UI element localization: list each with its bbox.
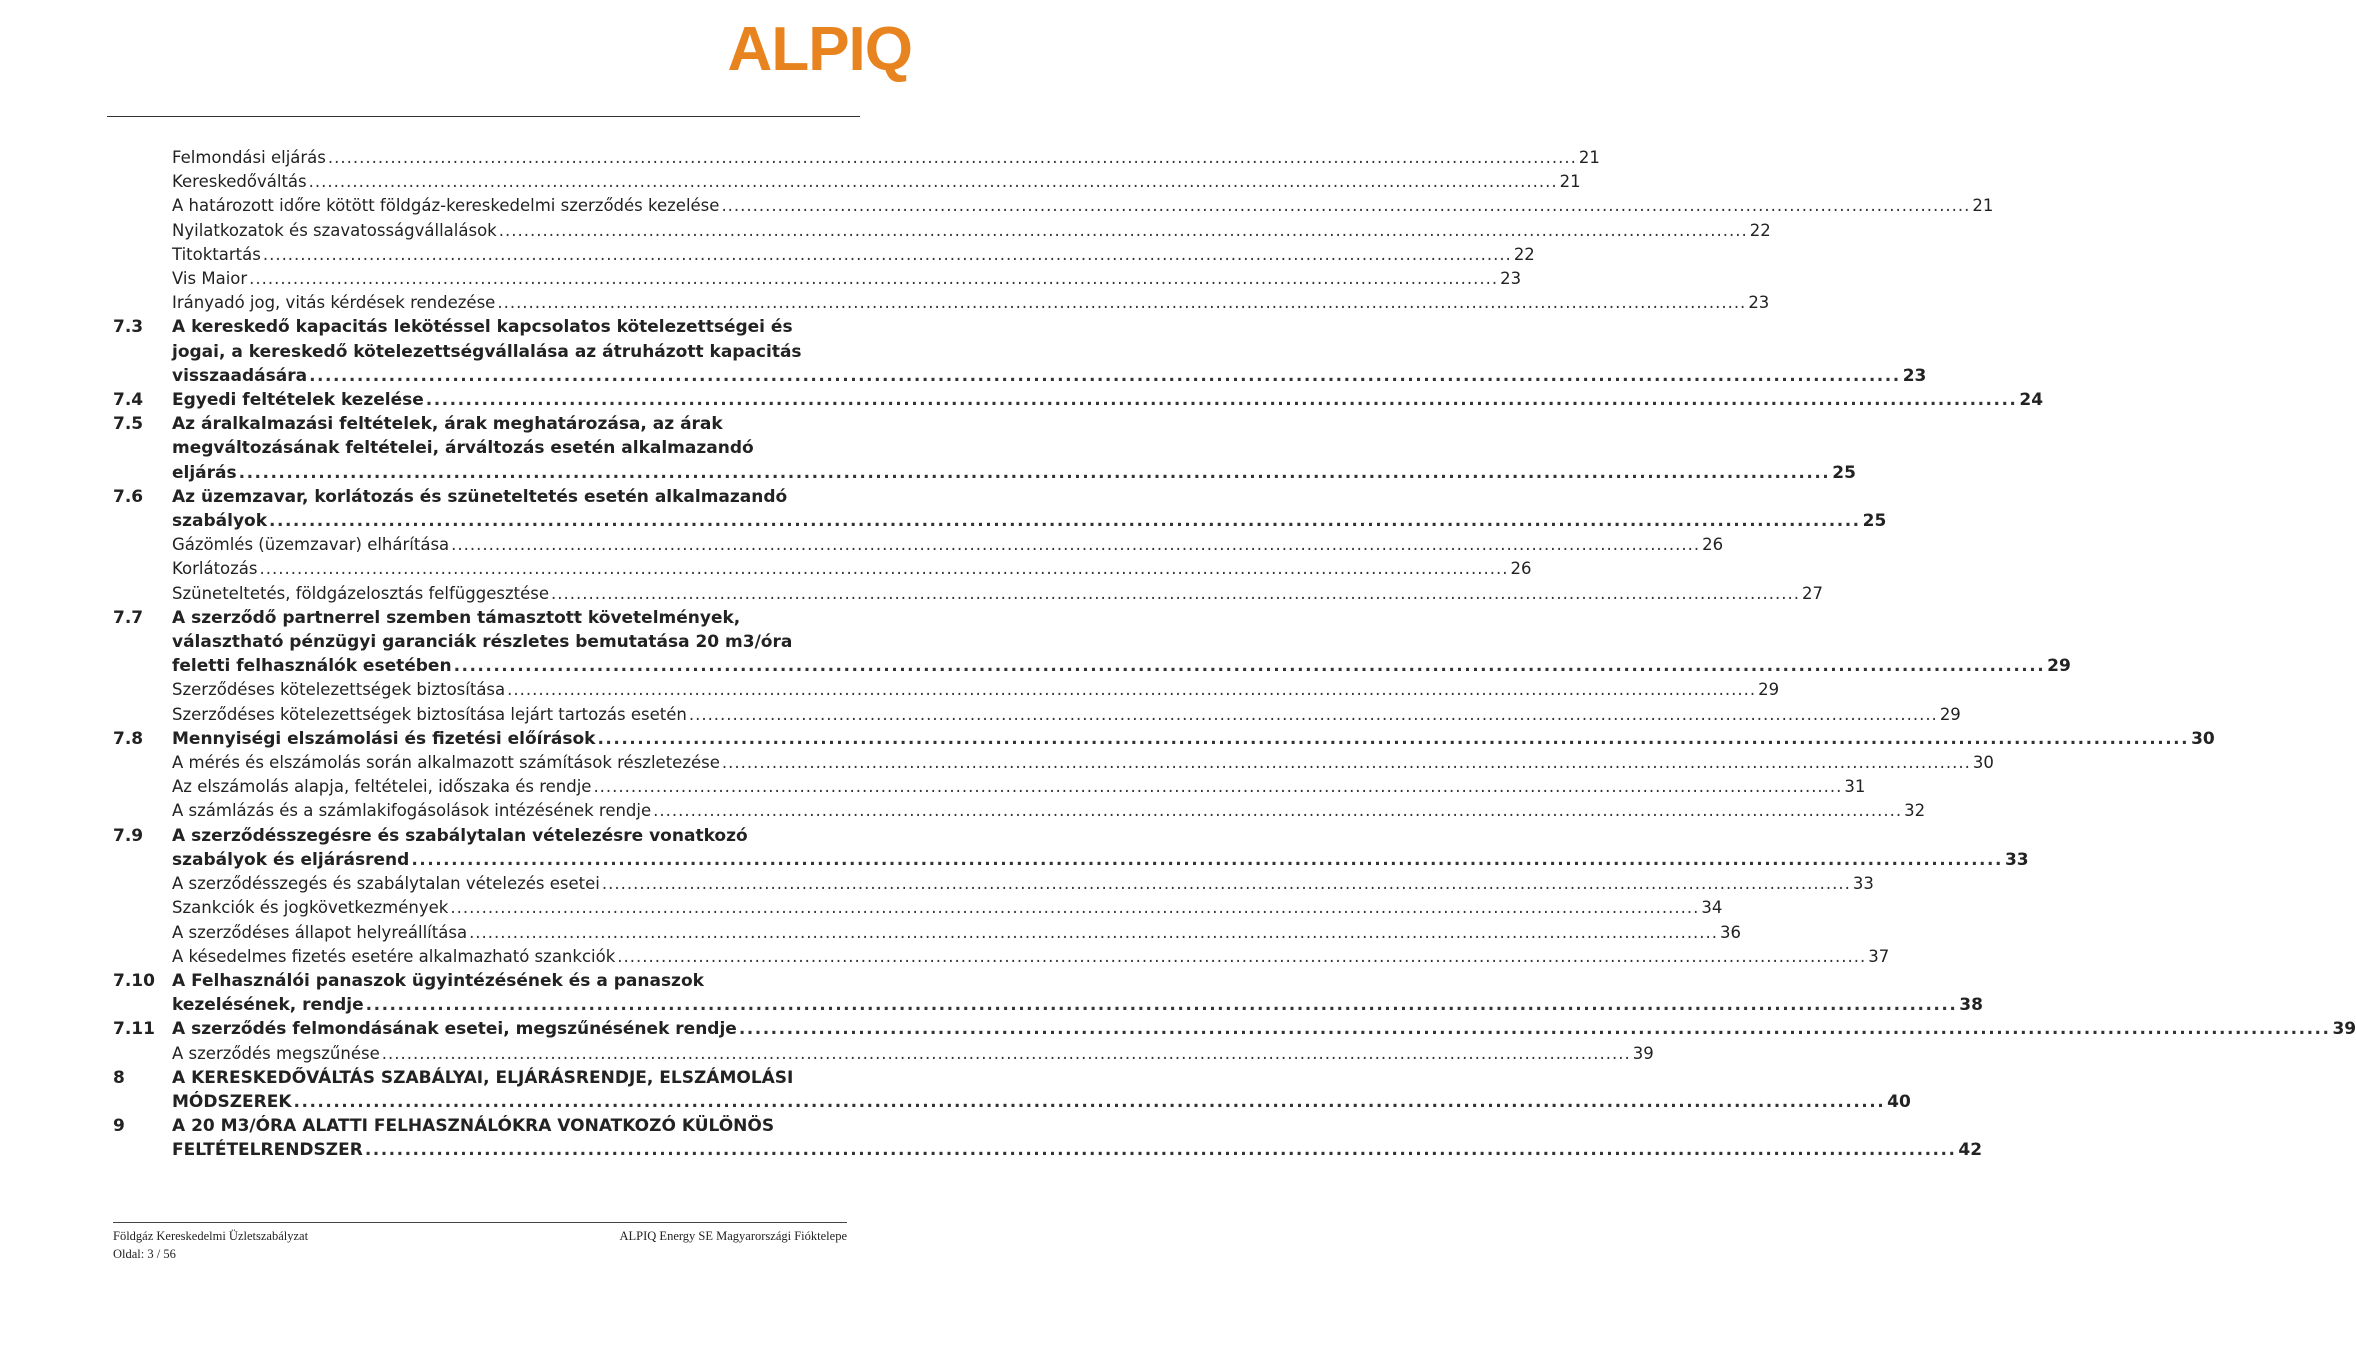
toc-entry-body (172, 969, 1983, 1017)
toc-entry-title: A szerződés megszűnése (172, 1043, 380, 1063)
toc-entry-number: 7.5 (113, 414, 144, 435)
dot-leader (450, 896, 1699, 920)
toc-entry[interactable] (113, 533, 1724, 557)
toc-entry-title: Felmondási eljárás (172, 148, 326, 167)
header-divider (107, 116, 860, 117)
toc-entry-page: 33 (1852, 874, 1874, 894)
footer-left (113, 1227, 308, 1263)
toc-entry-number: 7.8 (113, 728, 144, 749)
dot-leader (454, 654, 2046, 678)
toc-entry[interactable] (113, 727, 2215, 751)
toc-entry-title-line: A szerződő partnerrel szemben támasztott követelmények, (172, 607, 741, 628)
footer-company: ALPIQ Energy SE Magyarországi Fióktelepe (619, 1229, 847, 1243)
toc-entry-title-line: A kereskedő kapacitás lekötéssel kapcsolatos kötelezettségei és (172, 317, 793, 338)
toc-entry-title-line: megváltozásának feltételei, árváltozás esetén alkalmazandó (172, 438, 754, 459)
toc-entry-title: Nyilatkozatok és szavatosságvállalások (172, 220, 497, 240)
toc-entry-body (172, 678, 1779, 702)
toc-entry-body (172, 751, 1994, 775)
dot-leader (309, 364, 1901, 388)
toc-entry[interactable] (113, 194, 1994, 218)
toc-entry-number: 8 (113, 1067, 125, 1088)
toc-entry[interactable] (113, 412, 1856, 485)
toc-entry-title-line: jogai, a kereskedő kötelezettségvállalása az átruházott kapacitás (172, 341, 802, 362)
toc-entry[interactable] (113, 1114, 1983, 1162)
toc-entry-title: visszaadására (172, 365, 308, 386)
toc-entry-title: A szerződésszegés és szabálytalan vételezés esetei (172, 874, 600, 894)
dot-leader (263, 243, 1512, 267)
toc-entry-body (172, 824, 2029, 872)
toc-entry-title-line: Az üzemzavar, korlátozás és szüneteltetés esetén alkalmazandó (172, 486, 788, 507)
toc-entry-number: 9 (113, 1116, 125, 1137)
toc-entry-page: 25 (1832, 462, 1856, 483)
toc-entry[interactable] (113, 921, 1742, 945)
toc-entry-body (172, 243, 1535, 267)
toc-entry-title: feletti felhasználók esetében (172, 656, 452, 677)
dot-leader (451, 533, 1700, 557)
dot-leader (602, 872, 1851, 896)
toc-entry[interactable] (113, 170, 1581, 194)
toc-entry[interactable] (113, 969, 1983, 1017)
toc-entry-title: Szankciók és jogkövetkezmények (172, 898, 449, 918)
toc-entry-body (172, 194, 1993, 218)
toc-entry-page: 42 (1958, 1140, 1983, 1161)
toc-entry-body (172, 872, 1874, 896)
toc-entry-body (172, 896, 1722, 920)
dot-leader (593, 775, 1842, 799)
table-of-contents (113, 146, 2356, 1163)
toc-entry[interactable] (113, 1042, 1654, 1066)
toc-entry-page: 30 (1972, 753, 1994, 773)
toc-entry-title-line: A Felhasználói panaszok ügyintézésének és a panaszok (172, 970, 704, 991)
toc-entry[interactable] (113, 799, 1926, 823)
dot-leader (469, 921, 1718, 945)
toc-entry-title-last-line (172, 654, 2071, 678)
toc-entry-title: Kereskedőváltás (172, 172, 307, 192)
dot-leader (597, 727, 2189, 751)
dot-leader (689, 703, 1938, 727)
footer-page-info: Oldal: 3 / 56 (113, 1247, 176, 1261)
dot-leader (739, 1017, 2331, 1041)
toc-entry-title-line: Az áralkalmazási feltételek, árak meghatározása, az árak (172, 414, 723, 435)
toc-entry-title-last-line (172, 727, 2215, 751)
toc-entry-page: 33 (2004, 849, 2029, 870)
toc-entry-title: A szerződés felmondásának esetei, megszűnésének rendje (172, 1019, 737, 1040)
toc-entry-title: A szerződéses állapot helyreállítása (172, 922, 468, 942)
toc-entry-title-last-line (172, 388, 2043, 412)
footer-doc-title: Földgáz Kereskedelmi Üzletszabályzat (113, 1229, 309, 1243)
toc-entry[interactable] (113, 315, 1927, 388)
toc-entry[interactable] (113, 1066, 1911, 1114)
dot-leader (426, 388, 2018, 412)
toc-entry-title-line: A 20 M3/ÓRA ALATTI FELHASZNÁLÓKRA VONATKOZÓ KÜLÖNÖS (172, 1116, 775, 1137)
toc-entry-body (172, 582, 1823, 606)
toc-entry-number: 7.9 (113, 825, 144, 846)
toc-entry-body (172, 533, 1723, 557)
toc-entry-number: 7.7 (113, 607, 144, 628)
toc-entry-number: 7.4 (113, 390, 144, 411)
toc-entry-number: 7.10 (113, 970, 155, 991)
toc-entry-title: Szerződéses kötelezettségek biztosítása lejárt tartozás esetén (172, 704, 687, 724)
toc-entry-page: 22 (1513, 244, 1535, 264)
toc-entry[interactable] (113, 243, 1535, 267)
toc-entry-title: kezelésének, rendje (172, 995, 364, 1016)
dot-leader (366, 993, 1958, 1017)
toc-entry-page: 22 (1749, 220, 1771, 240)
alpiq-logo: ALPIQ (727, 15, 912, 84)
toc-entry-body (172, 1114, 1982, 1162)
toc-entry-title-last-line (172, 1138, 1982, 1162)
toc-entry-title: Szüneteltetés, földgázelosztás felfüggesztése (172, 583, 549, 603)
dot-leader (309, 170, 1558, 194)
toc-entry[interactable] (113, 703, 1961, 727)
toc-entry-page: 21 (1559, 172, 1581, 192)
toc-entry-number: 7.3 (113, 317, 144, 338)
toc-entry-page: 23 (1902, 365, 1927, 386)
dot-leader (507, 678, 1756, 702)
toc-entry-page: 38 (1959, 995, 1983, 1016)
dot-leader (411, 848, 2003, 872)
toc-entry-body (172, 921, 1741, 945)
toc-entry-title-last-line (172, 1017, 2356, 1041)
toc-entry-body (172, 1042, 1654, 1066)
toc-entry-page: 26 (1510, 559, 1532, 579)
toc-entry-page: 21 (1972, 196, 1994, 216)
toc-entry-title: szabályok és eljárásrend (172, 849, 410, 870)
toc-entry-body (172, 412, 1856, 485)
toc-entry-title: Korlátozás (172, 559, 258, 579)
toc-entry-body (172, 146, 1600, 170)
toc-entry[interactable] (113, 485, 1887, 533)
footer-divider (113, 1222, 847, 1223)
toc-entry-page: 37 (1868, 946, 1890, 966)
toc-entry-body (172, 267, 1521, 291)
dot-leader (653, 799, 1902, 823)
toc-entry-title-line: választható pénzügyi garanciák részletes bemutatása 20 m3/óra (172, 632, 793, 653)
toc-entry-page: 36 (1720, 922, 1742, 942)
toc-entry[interactable] (113, 146, 1600, 170)
toc-entry-title: Irányadó jog, vitás kérdések rendezése (172, 293, 496, 313)
toc-entry-title: A késedelmes fizetés esetére alkalmazható szankciók (172, 946, 616, 966)
toc-entry-title: Vis Maior (172, 269, 248, 289)
toc-entry-title: Titoktartás (172, 244, 261, 264)
toc-entry-title-last-line (172, 509, 1886, 533)
toc-entry-body (172, 1017, 2356, 1041)
toc-entry-body (172, 945, 1889, 969)
toc-entry-page: 24 (2019, 390, 2044, 411)
dot-leader (721, 194, 1970, 218)
toc-entry-title-line: A KERESKEDŐVÁLTÁS SZABÁLYAI, ELJÁRÁSRENDJE, ELSZÁMOLÁSI (172, 1067, 794, 1088)
toc-entry[interactable] (113, 606, 2071, 679)
dot-leader (617, 945, 1866, 969)
dot-leader (382, 1042, 1631, 1066)
dot-leader (499, 219, 1748, 243)
toc-entry[interactable] (113, 775, 1866, 799)
toc-entry-page: 23 (1748, 293, 1770, 313)
toc-entry-body (172, 606, 2071, 679)
toc-entry[interactable] (113, 267, 1522, 291)
toc-entry[interactable] (113, 557, 1532, 581)
dot-leader (239, 461, 1831, 485)
dot-leader (497, 291, 1746, 315)
toc-entry-page: 21 (1578, 148, 1600, 167)
toc-entry[interactable] (113, 751, 1994, 775)
toc-entry-page: 23 (1500, 269, 1522, 289)
dot-leader (365, 1138, 1957, 1162)
toc-entry[interactable] (113, 824, 2029, 872)
toc-entry-page: 31 (1844, 777, 1866, 797)
toc-entry[interactable] (113, 582, 1823, 606)
toc-entry-page: 30 (2191, 728, 2215, 749)
toc-entry[interactable] (113, 219, 1771, 243)
toc-entry-title: Az elszámolás alapja, feltételei, időszaka és rendje (172, 777, 592, 797)
toc-entry-title: Egyedi feltételek kezelése (172, 390, 424, 411)
toc-entry-page: 39 (2332, 1019, 2356, 1040)
toc-entry-body (172, 799, 1925, 823)
toc-entry-body (172, 291, 1769, 315)
toc-entry-body (172, 1066, 1911, 1114)
toc-entry-page: 29 (1939, 704, 1961, 724)
toc-entry-page: 29 (1758, 680, 1780, 700)
toc-entry-title: Szerződéses kötelezettségek biztosítása (172, 680, 506, 700)
toc-entry-title: Mennyiségi elszámolási és fizetési előírások (172, 728, 596, 749)
toc-entry-title-last-line (172, 1090, 1911, 1114)
toc-entry-title-last-line (172, 364, 1926, 388)
toc-entry-title-last-line (172, 461, 1856, 485)
toc-entry-title: A határozott időre kötött földgáz-kereskedelmi szerződés kezelése (172, 196, 720, 216)
toc-entry-title: A mérés és elszámolás során alkalmazott számítások részletezése (172, 753, 720, 773)
toc-entry-page: 32 (1904, 801, 1926, 821)
toc-entry-title: szabályok (172, 511, 268, 532)
toc-entry-body (172, 170, 1581, 194)
toc-entry-page: 39 (1632, 1043, 1654, 1063)
dot-leader (260, 557, 1509, 581)
toc-entry-body (172, 219, 1771, 243)
toc-entry-title: Gázömlés (üzemzavar) elhárítása (172, 535, 450, 555)
toc-entry-page: 40 (1887, 1091, 1911, 1112)
dot-leader (328, 146, 1577, 170)
toc-entry-body (172, 775, 1865, 799)
toc-entry-title: FELTÉTELRENDSZER (172, 1140, 363, 1161)
dot-leader (249, 267, 1498, 291)
toc-entry-title-last-line (172, 993, 1983, 1017)
toc-entry[interactable] (113, 678, 1780, 702)
toc-entry[interactable] (113, 291, 1770, 315)
toc-entry-page: 34 (1701, 898, 1723, 918)
toc-entry-title: MÓDSZEREK (172, 1091, 292, 1112)
toc-entry-page: 29 (2047, 656, 2071, 677)
dot-leader (551, 582, 1800, 606)
toc-entry-title-line: A szerződésszegésre és szabálytalan vételezésre vonatkozó (172, 825, 748, 846)
dot-leader (269, 509, 1861, 533)
dot-leader (294, 1090, 1886, 1114)
footer-right (620, 1227, 848, 1245)
toc-entry-title: A számlázás és a számlakifogásolások intézésének rendje (172, 801, 652, 821)
toc-entry[interactable] (113, 896, 1723, 920)
toc-entry-body (172, 388, 2043, 412)
toc-entry[interactable] (113, 872, 1874, 896)
toc-entry-page: 27 (1801, 583, 1823, 603)
toc-entry-title-last-line (172, 848, 2029, 872)
dot-leader (722, 751, 1971, 775)
toc-entry[interactable] (113, 945, 1890, 969)
toc-entry-number: 7.11 (113, 1019, 155, 1040)
toc-entry-body (172, 703, 1961, 727)
toc-entry-page: 26 (1702, 535, 1724, 555)
toc-entry-title: eljárás (172, 462, 237, 483)
toc-entry-body (172, 557, 1532, 581)
toc-entry-body (172, 727, 2215, 751)
toc-entry[interactable] (113, 388, 2044, 412)
toc-entry[interactable] (113, 1017, 2356, 1041)
toc-entry-page: 25 (1862, 511, 1887, 532)
toc-entry-body (172, 315, 1926, 388)
toc-entry-number: 7.6 (113, 486, 144, 507)
toc-entry-body (172, 485, 1886, 533)
